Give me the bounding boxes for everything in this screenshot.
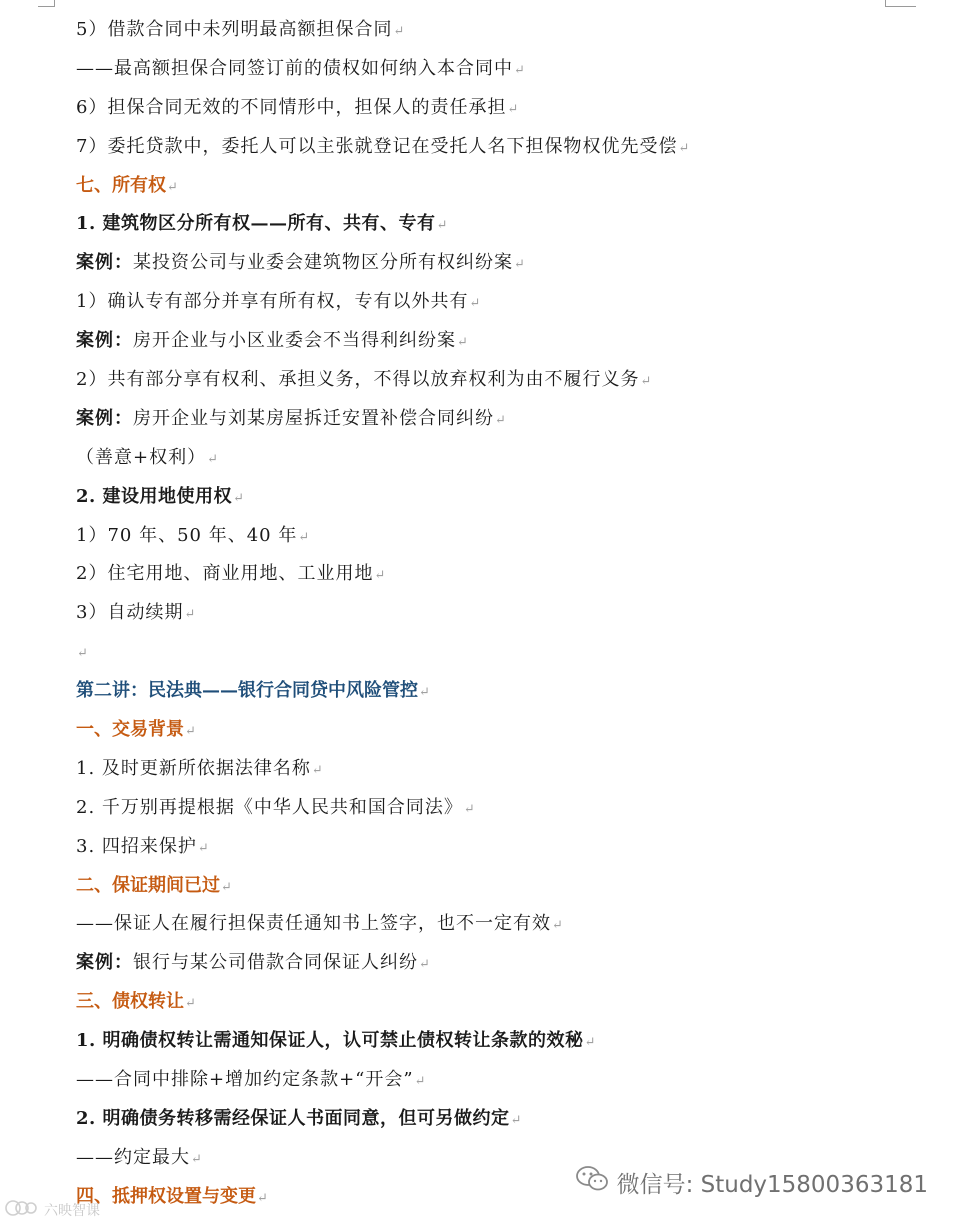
- text-line: [76, 439, 946, 478]
- line-text: 四、抵押权设置与变更: [76, 1185, 256, 1207]
- logo-icon: [4, 1197, 40, 1223]
- paragraph-mark-icon: ↵: [77, 646, 88, 662]
- text-line: [76, 11, 946, 50]
- case-line: [76, 944, 946, 983]
- paragraph-mark-icon: ↵: [298, 529, 310, 545]
- line-text: 2）共有部分享有权利、承担义务，不得以放弃权利为由不履行义务: [76, 369, 640, 391]
- line-text: ——约定最大: [76, 1146, 190, 1168]
- paragraph-mark-icon: ↵: [584, 1035, 596, 1051]
- paragraph-mark-icon: ↵: [510, 1112, 522, 1128]
- case-label: 案例：: [76, 252, 133, 274]
- paragraph-mark-icon: ↵: [552, 918, 563, 934]
- case-line: [76, 244, 946, 283]
- text-line: [76, 750, 946, 789]
- line-text: 三、债权转让: [76, 991, 184, 1013]
- section-heading: [76, 867, 946, 906]
- text-line: [76, 283, 946, 322]
- line-text: ——保证人在履行担保责任通知书上签字，也不一定有效: [76, 913, 551, 935]
- text-line: [76, 128, 946, 167]
- section-heading: [76, 167, 946, 206]
- text-line: [76, 555, 946, 594]
- line-text: 1）70 年、50 年、40 年: [76, 524, 298, 546]
- paragraph-mark-icon: ↵: [191, 1151, 202, 1167]
- line-text: ——最高额担保合同签订前的债权如何纳入本合同中: [76, 57, 513, 79]
- line-text: 7）委托贷款中，委托人可以主张就登记在受托人名下担保物权优先受偿: [76, 135, 678, 157]
- text-line: [76, 1061, 946, 1100]
- paragraph-mark-icon: ↵: [514, 257, 525, 273]
- brand-logo: [4, 1197, 100, 1223]
- paragraph-mark-icon: ↵: [640, 374, 652, 390]
- case-label: 案例：: [76, 330, 133, 352]
- line-text: 房开企业与小区业委会不当得利纠纷案: [133, 330, 456, 352]
- paragraph-mark-icon: ↵: [167, 179, 178, 195]
- subheading: [76, 478, 946, 517]
- line-text: 房开企业与刘某房屋拆迁安置补偿合同纠纷: [133, 407, 494, 429]
- section-heading: [76, 983, 946, 1022]
- line-text: 一、交易背景: [76, 719, 184, 741]
- paragraph-mark-icon: ↵: [257, 1190, 268, 1206]
- paragraph-mark-icon: ↵: [436, 218, 448, 234]
- paragraph-mark-icon: ↵: [185, 724, 196, 740]
- text-line: [76, 905, 946, 944]
- text-line: [76, 517, 946, 556]
- paragraph-mark-icon: ↵: [495, 412, 506, 428]
- text-line: [76, 789, 946, 828]
- line-text: ——合同中排除+增加约定条款+“开会”: [76, 1069, 414, 1091]
- paragraph-mark-icon: ↵: [514, 62, 525, 78]
- text-line: [76, 89, 946, 128]
- paragraph-mark-icon: ↵: [419, 957, 430, 973]
- case-label: 案例：: [76, 407, 133, 429]
- document-body: [76, 11, 946, 1217]
- paragraph-mark-icon: ↵: [469, 296, 481, 312]
- line-text: 2. 明确债务转移需经保证人书面同意，但可另做约定: [76, 1107, 510, 1129]
- line-text: 5）借款合同中未列明最高额担保合同: [76, 19, 393, 40]
- text-line: [76, 828, 946, 867]
- paragraph-mark-icon: ↵: [233, 490, 244, 506]
- paragraph-mark-icon: ↵: [185, 996, 196, 1012]
- case-line: [76, 322, 946, 361]
- line-text: 二、保证期间已过: [76, 874, 220, 896]
- paragraph-mark-icon: ↵: [419, 685, 430, 701]
- line-text: 2. 千万别再提根据《中华人民共和国合同法》: [76, 796, 463, 818]
- paragraph-mark-icon: ↵: [221, 879, 232, 895]
- line-text: 3）自动续期: [76, 602, 184, 624]
- line-text: 2. 建设用地使用权: [76, 485, 233, 507]
- line-text: 6）担保合同无效的不同情形中，担保人的责任承担: [76, 96, 507, 118]
- case-line: [76, 400, 946, 439]
- text-line: [76, 361, 946, 400]
- line-text: 3. 四招来保护: [76, 835, 197, 857]
- text-line: [76, 594, 946, 633]
- case-label: 案例：: [76, 952, 133, 974]
- paragraph-mark-icon: ↵: [207, 451, 218, 467]
- subheading: [76, 205, 946, 244]
- logo-text: 六映智课: [44, 1203, 100, 1219]
- paragraph-mark-icon: ↵: [197, 840, 209, 856]
- paragraph-mark-icon: ↵: [184, 607, 196, 623]
- paragraph-mark-icon: ↵: [507, 101, 519, 117]
- line-text: 银行与某公司借款合同保证人纠纷: [133, 952, 418, 974]
- paragraph-mark-icon: ↵: [457, 335, 468, 351]
- paragraph-mark-icon: ↵: [414, 1074, 426, 1090]
- paragraph-mark-icon: ↵: [311, 762, 323, 778]
- page-corner-mark-right: [885, 0, 916, 7]
- wechat-icon: [575, 1165, 609, 1199]
- paragraph-mark-icon: ↵: [393, 24, 405, 39]
- paragraph-mark-icon: ↵: [678, 140, 690, 156]
- line-text: 某投资公司与业委会建筑物区分所有权纠纷案: [133, 252, 513, 274]
- line-text: 1. 建筑物区分所有权——所有、共有、专有: [76, 213, 436, 235]
- paragraph-mark-icon: ↵: [374, 568, 386, 584]
- line-text: 1）确认专有部分并享有所有权，专有以外共有: [76, 291, 469, 313]
- line-text: 1. 明确债权转让需通知保证人，认可禁止债权转让条款的效秘: [76, 1030, 584, 1052]
- subheading: [76, 1022, 946, 1061]
- paragraph-mark-icon: ↵: [463, 801, 475, 817]
- line-text: （善意+权利）: [76, 446, 207, 468]
- section-heading: [76, 672, 946, 711]
- section-heading: [76, 711, 946, 750]
- line-text: 七、所有权: [76, 174, 166, 196]
- wechat-watermark: [575, 1165, 928, 1199]
- text-line: [76, 50, 946, 89]
- line-text: 1. 及时更新所依据法律名称: [76, 757, 311, 779]
- line-text: 2）住宅用地、商业用地、工业用地: [76, 563, 374, 585]
- page-corner-mark-left: [38, 0, 55, 7]
- subheading: [76, 1100, 946, 1139]
- wechat-id-text: 微信号: Study15800363181: [616, 1171, 928, 1198]
- text-line: [76, 633, 946, 672]
- line-text: 第二讲：民法典——银行合同贷中风险管控: [76, 680, 418, 702]
